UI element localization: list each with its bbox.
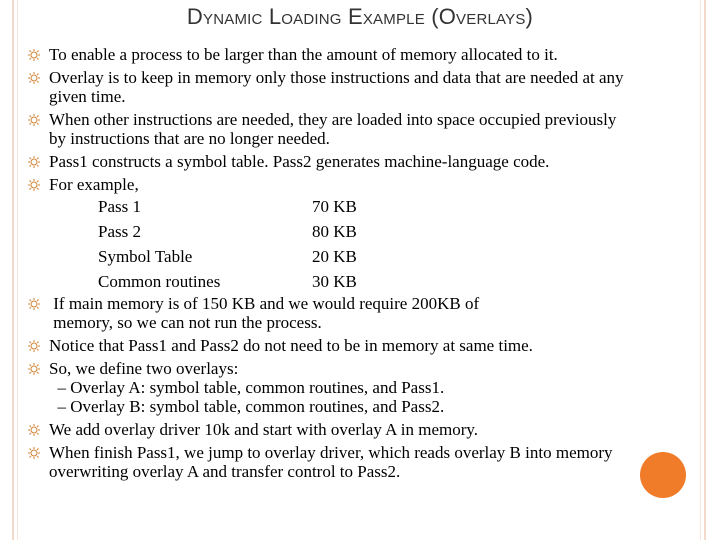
bullet-text-line: given time. (49, 87, 126, 106)
bullet-text-line: So, we define two overlays: (49, 359, 239, 378)
slide-border-left-inner (17, 0, 18, 540)
bullet-text-line: For example, (49, 175, 139, 194)
bullet-item (28, 152, 698, 171)
table-row (28, 269, 698, 294)
bullet-text-line: – Overlay A: symbol table, common routines, and Pass1. (49, 378, 445, 397)
sun-bullet-icon (28, 340, 40, 352)
bullet-item (28, 294, 698, 332)
bullet-item (28, 45, 698, 64)
sun-bullet-icon (28, 156, 40, 168)
table-cell-size: 70 KB (312, 197, 357, 216)
slide-content (28, 42, 698, 481)
sun-bullet-icon (28, 363, 40, 375)
sun-bullet-icon (28, 447, 40, 459)
sun-bullet-icon (28, 179, 40, 191)
bullet-item (28, 443, 698, 481)
bullet-item (28, 336, 698, 355)
bullet-item (28, 175, 698, 194)
bullet-text-line: If main memory is of 150 KB and we would require 200KB of (49, 294, 480, 313)
bullet-item (28, 359, 698, 416)
table-cell-name: Common routines (98, 272, 221, 291)
table-row (28, 194, 698, 219)
bullet-list (28, 45, 698, 194)
bullet-text-line: – Overlay B: symbol table, common routines, and Pass2. (49, 397, 445, 416)
bullet-text-line: We add overlay driver 10k and start with overlay A in memory. (49, 420, 479, 439)
sun-bullet-icon (28, 72, 40, 84)
sun-bullet-icon (28, 424, 40, 436)
bullet-text-line: by instructions that are no longer needed. (49, 129, 330, 148)
bullet-text-line: Notice that Pass1 and Pass2 do not need to be in memory at same time. (49, 336, 533, 355)
bullet-text-line: overwriting overlay A and transfer control to Pass2. (49, 462, 401, 481)
bullet-text-line: Overlay is to keep in memory only those instructions and data that are needed at any (49, 68, 624, 87)
sun-bullet-icon (28, 298, 40, 310)
bullet-text-line: Pass1 constructs a symbol table. Pass2 generates machine-language code. (49, 152, 550, 171)
bullet-text-line: memory, so we can not run the process. (49, 313, 322, 332)
bullet-item (28, 68, 698, 106)
slide-border-left (12, 0, 14, 540)
memory-table (28, 194, 698, 294)
table-cell-size: 20 KB (312, 247, 357, 266)
slide-border-right-inner (700, 0, 701, 540)
table-row (28, 244, 698, 269)
sun-bullet-icon (28, 114, 40, 126)
table-row (28, 219, 698, 244)
sun-bullet-icon (28, 49, 40, 61)
table-cell-size: 30 KB (312, 272, 357, 291)
bullet-item (28, 420, 698, 439)
bullet-text-line: When other instructions are needed, they are loaded into space occupied previously (49, 110, 617, 129)
bullet-text-line: To enable a process to be larger than the amount of memory allocated to it. (49, 45, 558, 64)
bullet-text-line: When finish Pass1, we jump to overlay driver, which reads overlay B into memory (49, 443, 613, 462)
decorative-orange-circle (640, 452, 686, 498)
bullet-item (28, 110, 698, 148)
table-cell-size: 80 KB (312, 222, 357, 241)
bullet-list-continued (28, 294, 698, 481)
slide-title: Dynamic Loading Example (Overlays) (186, 4, 534, 29)
table-cell-name: Pass 2 (98, 222, 141, 241)
table-cell-name: Pass 1 (98, 197, 141, 216)
table-cell-name: Symbol Table (98, 247, 193, 266)
slide-border-right (704, 0, 706, 540)
